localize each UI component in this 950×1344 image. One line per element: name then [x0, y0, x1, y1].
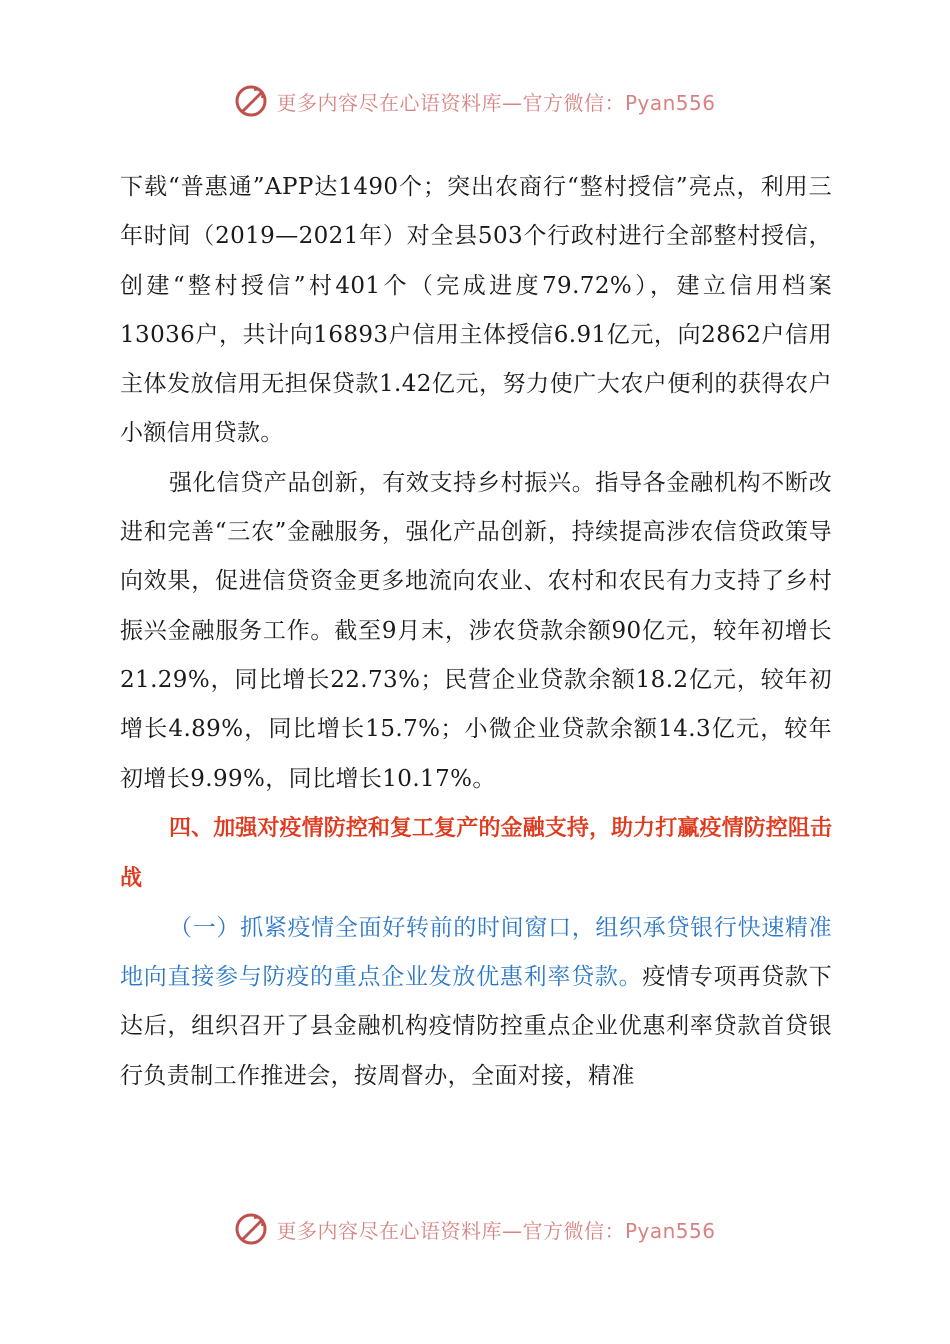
- quill-logo-icon: [234, 1212, 268, 1246]
- paragraph-1: 下载“普惠通”APP达1490个；突出农商行“整村授信”亮点，利用三年时间（2019—2021年）对全县503个行政村进行全部整村授信，创建“整村授信”村401个（完成进度79.72%），建立信用档案13036户，共计向16893户信用主体授信6.91亿元，向2862户信用主体发放信用无担保贷款1.42亿元，努力使广大农户便利的获得农户小额信用贷款。: [120, 174, 832, 447]
- section-heading-4: 四、加强对疫情防控和复工复产的金融支持，助力打赢疫情防控阻击战: [120, 815, 832, 891]
- page-header: [0, 84, 950, 118]
- header-banner: 更多内容尽在心语资料库—官方微信：Pyan556: [276, 90, 716, 115]
- paragraph-3-lead: （一）抓紧疫情全面好转前的时间窗口，组织承贷银行快速精准地向直接参与防疫的重点企业发放优惠利率贷款。: [120, 914, 832, 991]
- page-footer: [0, 1212, 950, 1246]
- document-body: [120, 163, 832, 1101]
- footer-banner: 更多内容尽在心语资料库—官方微信：Pyan556: [276, 1218, 716, 1243]
- quill-logo-icon: [234, 84, 268, 118]
- paragraph-2: 强化信贷产品创新，有效支持乡村振兴。指导各金融机构不断改进和完善“三农”金融服务，强化产品创新，持续提高涉农信贷政策导向效果，促进信贷资金更多地流向农业、农村和农民有力支持了乡村振兴金融服务工作。截至9月末，涉农贷款余额90亿元，较年初增长21.29%，同比增长22.73%；民营企业贷款余额18.2亿元，较年初增长4.89%，同比增长15.7%；小微企业贷款余额14.3亿元，较年初增长9.99%，同比增长10.17%。: [120, 469, 832, 792]
- paragraph-3: [120, 904, 832, 1101]
- paragraph-3-text: 疫情专项再贷款下达后，组织召开了县金融机构疫情防控重点企业优惠利率贷款首贷银行负责制工作推进会，按周督办，全面对接，精准: [120, 964, 832, 1089]
